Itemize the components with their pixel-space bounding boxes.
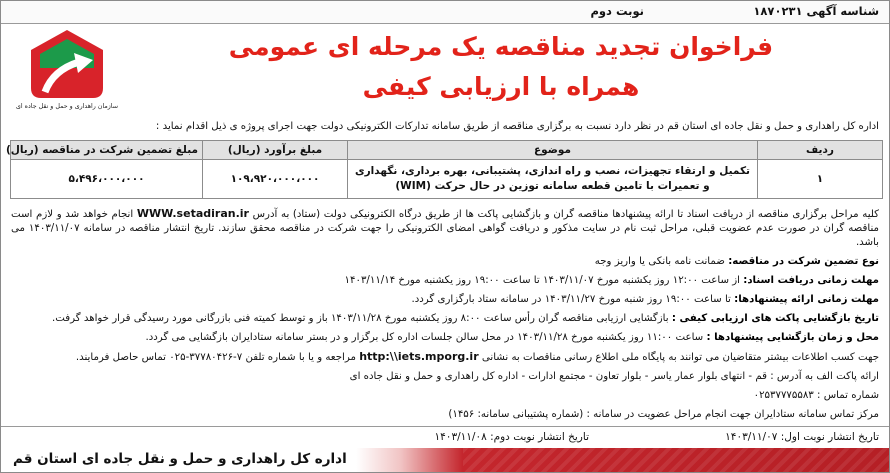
offers-deadline-line	[11, 293, 879, 307]
info-line	[11, 350, 879, 365]
publish-dates	[1, 426, 889, 448]
cell-guarantee: ۵،۴۹۶،۰۰۰،۰۰۰	[11, 160, 203, 199]
page-title	[123, 27, 879, 107]
second-publish-date: تاریخ انتشار نوبت دوم: ۱۴۰۳/۱۱/۰۸	[434, 431, 589, 443]
cell-estimate: ۱۰۹،۹۲۰،۰۰۰،۰۰۰	[203, 160, 348, 199]
table-header-row	[11, 141, 883, 160]
contact-line: شماره تماس : ۰۲۵۳۷۷۷۵۵۸۳	[753, 390, 879, 402]
quality-opening-line	[11, 312, 879, 326]
logo-caption: سازمان راهداری و حمل و نقل جاده ای	[16, 103, 118, 110]
quality-opening-label: تاریخ بازگشایی پاکت های ارزیابی کیفی :	[671, 312, 879, 324]
setad-url: WWW.setadiran.ir	[136, 206, 249, 220]
publication-turn: نوبت دوم	[590, 4, 644, 18]
info-text-after: تماس حاصل فرمایند.	[75, 352, 166, 364]
ad-id: شناسه آگهی ۱۸۷۰۲۳۱	[753, 4, 879, 18]
bottom-bar	[1, 448, 889, 472]
docs-deadline-label: مهلت زمانی دریافت اسناد:	[743, 274, 879, 286]
offers-opening-text: ساعت ۱۱:۰۰ روز یکشنبه مورخ ۱۴۰۳/۱۱/۲۸ در محل سالن جلسات اداره کل برگزار و در بستر سامانه ستادایران بازگشایی می گردد.	[145, 332, 704, 344]
call-center-line: مرکز تماس سامانه ستادایران جهت انجام مراحل عضویت در سامانه : (شماره پشتیبانی سامانه: ۱۴۵۶)	[448, 409, 879, 421]
offers-opening-line	[11, 331, 879, 345]
process-paragraph	[11, 207, 879, 250]
title-line-1: فراخوان تجدید مناقصه یک مرحله ای عمومی	[228, 32, 774, 61]
guarantee-label: نوع تضمین شرکت در مناقصه:	[728, 255, 879, 267]
cell-subject: تکمیل و ارتقاء تجهیزات، نصب و راه اندازی، پشتیبانی، بهره برداری، نگهداری و تعمیرات با تامین قطعه سامانه توزین در حال حرکت (WIM)	[348, 160, 758, 199]
info-phone: ۰۲۵-۳۷۷۸۰۴۲۶-۷	[169, 352, 243, 364]
offers-opening-label: محل و زمان بازگشایی پیشنهادها :	[706, 332, 879, 344]
offers-deadline-label: مهلت زمانی ارائه پیشنهادها:	[734, 293, 879, 305]
first-publish-date: تاریخ انتشار نوبت اول: ۱۴۰۳/۱۱/۰۷	[725, 431, 879, 443]
docs-deadline-text: از ساعت ۱۲:۰۰ روز یکشنبه مورخ ۱۴۰۳/۱۱/۰۷ تا ساعت ۱۹:۰۰ روز یکشنبه مورخ ۱۴۰۳/۱۱/۱۴	[344, 274, 740, 286]
header-guarantee: مبلغ تضمین شرکت در مناقصه (ریال)	[11, 141, 203, 160]
announcement-body	[11, 204, 879, 425]
table-row	[11, 160, 883, 199]
docs-deadline-line	[11, 274, 879, 288]
tender-table	[5, 140, 883, 199]
rmto-logo-icon	[27, 28, 107, 100]
address-line: ارائه پاکت الف به آدرس : قم - انتهای بلوار عمار یاسر - بلوار تعاون - مجتمع ادارات - اداره کل راهداری و حمل و نقل جاده ای	[349, 371, 879, 383]
process-text-before: کلیه مراحل برگزاری مناقصه از دریافت اسناد تا ارائه پیشنهادها مناقصه گران و بازگشایی پاکت ها از طریق درگاه الکترونیکی دولت (ستاد) به آدرس	[252, 208, 879, 220]
info-text-middle: مراجعه و یا با شماره تلفن	[245, 352, 356, 364]
top-bar	[1, 1, 889, 24]
guarantee-text: ضمانت نامه بانکی یا واریز وجه	[594, 255, 725, 267]
iets-url: http:\\iets.mporg.ir	[359, 350, 479, 364]
header-estimate: مبلغ برآورد (ریال)	[203, 141, 348, 160]
info-text-before: جهت کسب اطلاعات بیشتر متقاضیان می توانند به پایگاه ملی اطلاع رسانی مناقصات به نشانی	[481, 352, 879, 364]
header-index: ردیف	[758, 141, 883, 160]
header-subject: موضوع	[348, 141, 758, 160]
intro-text: اداره کل راهداری و حمل و نقل جاده ای استان قم در نظر دارد نسبت به برگزاری مناقصه از طریق سامانه تدارکات الکترونیکی دولت جهت اجرای پروژه ی ذیل اقدام نماید :	[155, 121, 879, 132]
bottom-org-name: اداره کل راهداری و حمل و نقل جاده ای استان قم	[13, 451, 347, 467]
process-text-after: انجام خواهد شد و لازم است مناقصه گران در صورت عدم عضویت قبلی، مراحل ثبت نام در سایت مذکور و دریافت گواهی امضای الکترونیکی را جهت شرکت در مناقصه محقق سازند. تاریخ انتشار مناقصه در سامانه ۱۴۰۳/۱۱/۰۷ می باشد.	[11, 208, 879, 248]
cell-index: ۱	[758, 160, 883, 199]
bottom-bar-stripes	[463, 448, 889, 472]
organization-logo	[15, 28, 119, 110]
guarantee-line	[11, 255, 879, 269]
quality-opening-text: بازگشایی ارزیابی مناقصه گران رأس ساعت ۸:۰۰ روز یکشنبه مورخ ۱۴۰۳/۱۱/۲۸ باز و توسط کمیته فنی بازرگانی مورد رسیدگی قرار خواهد گرفت.	[52, 312, 669, 324]
offers-deadline-text: تا ساعت ۱۹:۰۰ روز شنبه مورخ ۱۴۰۳/۱۱/۲۷ در سامانه ستاد بارگزاری گردد.	[411, 293, 731, 305]
title-line-2: همراه با ارزیابی کیفی	[362, 72, 640, 101]
